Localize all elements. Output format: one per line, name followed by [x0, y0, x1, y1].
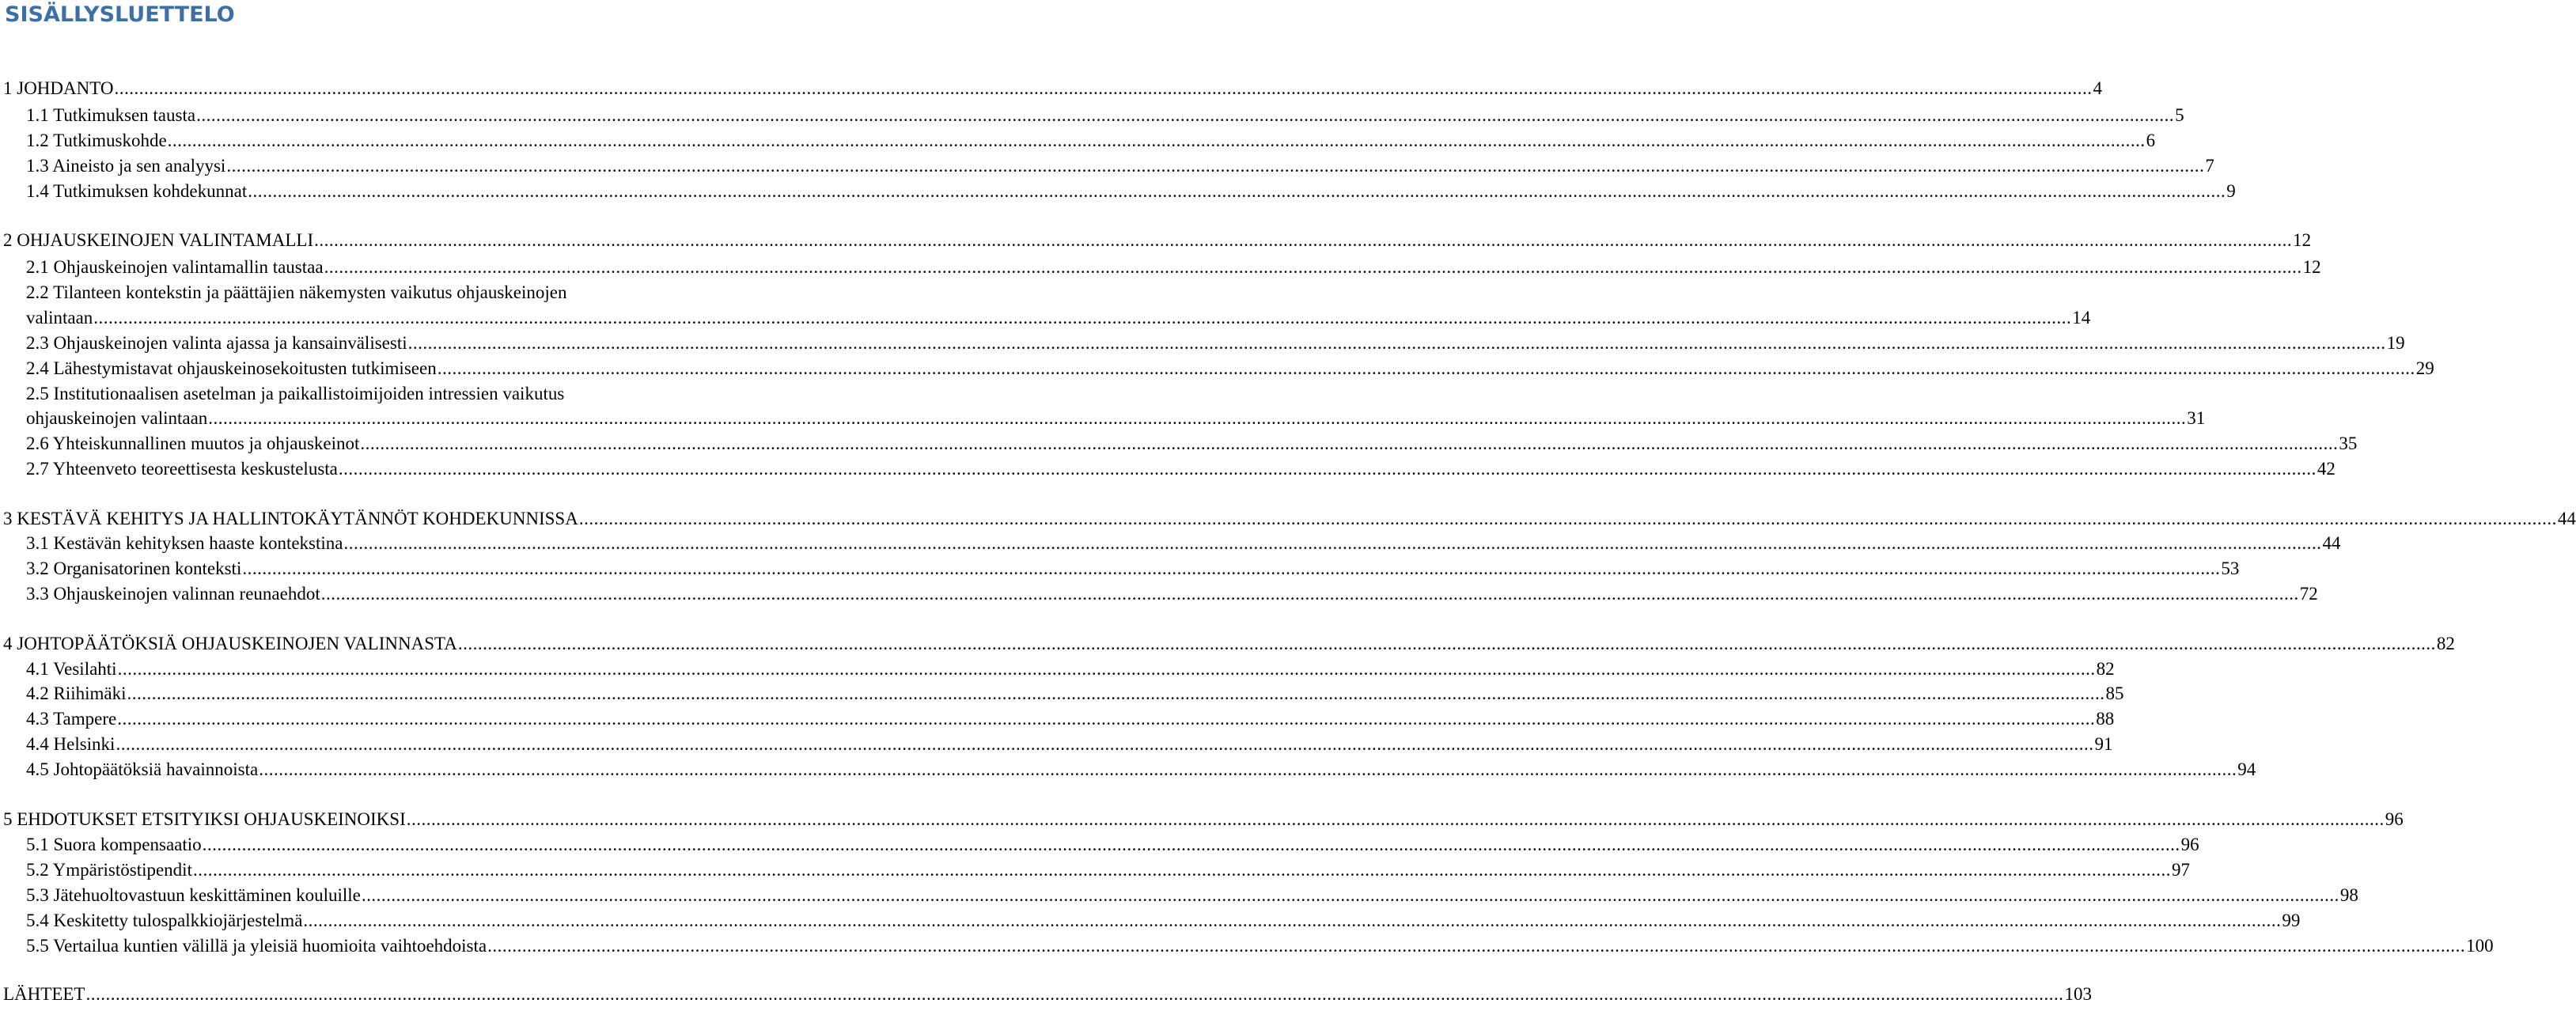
- toc-entry-title: 1 JOHDANTO: [3, 78, 114, 98]
- toc-section-entry[interactable]: [0, 707, 2115, 731]
- toc-leader-dots: ................................................................................................................................................................................................................................................................................................................................................................................................................: [324, 257, 2302, 277]
- toc-page-number: 88: [2096, 709, 2115, 729]
- toc-section-entry[interactable]: [0, 884, 2358, 907]
- toc-page-number: 44: [2322, 533, 2341, 553]
- toc-page-number: 6: [2146, 131, 2156, 150]
- toc-section-entry[interactable]: [0, 180, 2236, 203]
- toc-page-number: 53: [2221, 559, 2240, 578]
- toc-section-entry[interactable]: [0, 432, 2358, 456]
- toc-page-number: 82: [2096, 659, 2115, 679]
- toc-leader-dots: ................................................................................................................................................................................................................................................................................................................................................................................................................: [242, 559, 2221, 578]
- toc-section-entry[interactable]: [0, 657, 2115, 681]
- toc-leader-dots: ................................................................................................................................................................................................................................................................................................................................................................................................................: [93, 308, 2072, 328]
- toc-heading: SISÄLLYSLUETTELO: [5, 2, 235, 27]
- toc-section-entry[interactable]: [0, 582, 2318, 606]
- toc-entry-title: 2.3 Ohjauskeinojen valinta ajassa ja kansainvälisesti: [26, 333, 407, 353]
- toc-leader-dots: ................................................................................................................................................................................................................................................................................................................................................................................................................: [196, 105, 2175, 125]
- toc-entry-title: 2.7 Yhteenveto teoreettisesta keskustelusta: [26, 459, 338, 479]
- toc-page-number: 103: [2064, 984, 2092, 1004]
- toc-leader-dots: ................................................................................................................................................................................................................................................................................................................................................................................................................: [248, 181, 2226, 201]
- toc-page-number: 91: [2094, 734, 2113, 754]
- toc-leader-dots: ................................................................................................................................................................................................................................................................................................................................................................................................................: [192, 860, 2171, 880]
- toc-page-number: 31: [2187, 408, 2206, 428]
- toc-page-number: 96: [2180, 835, 2199, 854]
- toc-entry-title: valintaan: [26, 308, 93, 328]
- toc-entry-title: 5.1 Suora kompensaatio: [26, 835, 202, 854]
- toc-entry-title: 1.3 Aineisto ja sen analyysi: [26, 156, 226, 176]
- toc-leader-dots: ................................................................................................................................................................................................................................................................................................................................................................................................................: [406, 809, 2385, 829]
- toc-leader-dots: ................................................................................................................................................................................................................................................................................................................................................................................................................: [259, 759, 2237, 779]
- toc-page-number: 5: [2175, 105, 2184, 125]
- toc-page-number: 99: [2282, 911, 2301, 930]
- toc-page-number: 96: [2385, 809, 2404, 829]
- toc-entry-title: 2 OHJAUSKEINOJEN VALINTAMALLI: [3, 230, 314, 250]
- toc-entry-title: 2.4 Lähestymistavat ohjauskeinosekoitusten tutkimiseen: [26, 358, 437, 378]
- toc-leader-dots: ................................................................................................................................................................................................................................................................................................................................................................................................................: [167, 131, 2146, 150]
- toc-leader-dots: ................................................................................................................................................................................................................................................................................................................................................................................................................: [314, 230, 2293, 250]
- toc-section-entry[interactable]: [0, 909, 2301, 933]
- toc-chapter-entry[interactable]: [0, 229, 2312, 252]
- toc-page-number: 9: [2226, 181, 2236, 201]
- toc-entry-title: 5.3 Jätehuoltovastuun keskittäminen kouluille: [26, 885, 361, 905]
- toc-leader-dots: ................................................................................................................................................................................................................................................................................................................................................................................................................: [117, 709, 2096, 729]
- toc-page-number: 19: [2386, 333, 2405, 353]
- toc-section-entry[interactable]: [0, 833, 2199, 857]
- toc-leader-dots: ................................................................................................................................................................................................................................................................................................................................................................................................................: [226, 156, 2205, 176]
- toc-chapter-entry[interactable]: [0, 77, 2102, 100]
- toc-page-number: 12: [2302, 257, 2321, 277]
- toc-section-entry[interactable]: [0, 557, 2240, 581]
- toc-section-entry[interactable]: [0, 256, 2321, 279]
- toc-page-number: 29: [2415, 358, 2434, 378]
- toc-leader-dots: ................................................................................................................................................................................................................................................................................................................................................................................................................: [407, 333, 2386, 353]
- toc-section-entry[interactable]: [0, 934, 2494, 958]
- toc-entry-title: 5.2 Ympäristöstipendit: [26, 860, 192, 880]
- toc-leader-dots: ................................................................................................................................................................................................................................................................................................................................................................................................................: [437, 358, 2415, 378]
- toc-leader-dots: ................................................................................................................................................................................................................................................................................................................................................................................................................: [343, 533, 2322, 553]
- toc-page-number: 82: [2436, 634, 2455, 653]
- toc-page-number: 44: [2557, 509, 2576, 528]
- toc-leader-dots: ................................................................................................................................................................................................................................................................................................................................................................................................................: [202, 835, 2180, 854]
- toc-leader-dots: ................................................................................................................................................................................................................................................................................................................................................................................................................: [457, 634, 2436, 653]
- toc-chapter-entry[interactable]: [0, 632, 2455, 656]
- toc-chapter-entry[interactable]: [0, 983, 2092, 1006]
- toc-page-number: 42: [2317, 459, 2335, 479]
- toc-section-entry[interactable]: [0, 281, 758, 305]
- toc-entry-title: 3 KESTÄVÄ KEHITYS JA HALLINTOKÄYTÄNNÖT KOHDEKUNNISSA: [3, 509, 578, 528]
- toc-section-entry[interactable]: [0, 104, 2184, 127]
- toc-entry-title: 1.2 Tutkimuskohde: [26, 131, 167, 150]
- toc-entry-title: 4.5 Johtopäätöksiä havainnoista: [26, 759, 259, 779]
- toc-entry-title: 5 EHDOTUKSET ETSITYIKSI OHJAUSKEINOIKSI: [3, 809, 406, 829]
- toc-leader-dots: ................................................................................................................................................................................................................................................................................................................................................................................................................: [114, 78, 2093, 98]
- toc-leader-dots: ................................................................................................................................................................................................................................................................................................................................................................................................................: [320, 584, 2299, 604]
- toc-page-number: 85: [2105, 683, 2124, 703]
- toc-page-number: 100: [2466, 936, 2494, 956]
- toc-section-entry[interactable]: [0, 532, 2341, 555]
- toc-section-entry[interactable]: [0, 154, 2214, 178]
- toc-section-entry[interactable]: [0, 858, 2190, 882]
- toc-entry-title: 2.2 Tilanteen kontekstin ja päättäjien näkemysten vaikutus ohjauskeinojen: [26, 282, 567, 302]
- toc-entry-title: LÄHTEET: [3, 984, 85, 1004]
- toc-leader-dots: ................................................................................................................................................................................................................................................................................................................................................................................................................: [487, 936, 2466, 956]
- toc-section-entry[interactable]: [0, 682, 2124, 706]
- toc-page-number: 4: [2093, 78, 2102, 98]
- toc-page-number: 98: [2339, 885, 2358, 905]
- toc-entry-title: 4.1 Vesilahti: [26, 659, 117, 679]
- toc-leader-dots: ................................................................................................................................................................................................................................................................................................................................................................................................................: [303, 911, 2282, 930]
- toc-entry-title: 5.5 Vertailua kuntien välillä ja yleisiä huomioita vaihtoehdoista: [26, 936, 487, 956]
- toc-leader-dots: ................................................................................................................................................................................................................................................................................................................................................................................................................: [578, 509, 2557, 528]
- toc-entry-title: ohjauskeinojen valintaan: [26, 408, 208, 428]
- toc-entry-title: 4.3 Tampere: [26, 709, 117, 729]
- toc-entry-title: 4.4 Helsinki: [26, 734, 116, 754]
- toc-entry-title: 4 JOHTOPÄÄTÖKSIÄ OHJAUSKEINOJEN VALINNASTA: [3, 634, 457, 653]
- toc-entry-title: 1.4 Tutkimuksen kohdekunnat: [26, 181, 248, 201]
- toc-leader-dots: ................................................................................................................................................................................................................................................................................................................................................................................................................: [116, 734, 2094, 754]
- toc-chapter-entry[interactable]: [0, 507, 2576, 531]
- toc-page-number: 97: [2171, 860, 2190, 880]
- toc-section-entry[interactable]: [0, 382, 758, 406]
- toc-leader-dots: ................................................................................................................................................................................................................................................................................................................................................................................................................: [117, 659, 2096, 679]
- toc-section-entry[interactable]: [0, 357, 2434, 381]
- toc-page-number: 7: [2205, 156, 2214, 176]
- toc-leader-dots: ................................................................................................................................................................................................................................................................................................................................................................................................................: [127, 683, 2105, 703]
- toc-page-number: 94: [2237, 759, 2256, 779]
- toc-entry-title: 1.1 Tutkimuksen tausta: [26, 105, 196, 125]
- toc-entry-title: 2.5 Institutionaalisen asetelman ja paikallistoimijoiden intressien vaikutus: [26, 384, 565, 403]
- toc-section-entry[interactable]: [0, 457, 2335, 481]
- toc-entry-title: 4.2 Riihimäki: [26, 683, 127, 703]
- toc-entry-title: 2.1 Ohjauskeinojen valintamallin taustaa: [26, 257, 324, 277]
- toc-leader-dots: ................................................................................................................................................................................................................................................................................................................................................................................................................: [338, 459, 2317, 479]
- toc-page-number: 14: [2072, 308, 2091, 328]
- toc-leader-dots: ................................................................................................................................................................................................................................................................................................................................................................................................................: [85, 984, 2064, 1004]
- toc-entry-title: 3.3 Ohjauskeinojen valinnan reunaehdot: [26, 584, 320, 604]
- toc-leader-dots: ................................................................................................................................................................................................................................................................................................................................................................................................................: [360, 434, 2339, 453]
- toc-chapter-entry[interactable]: [0, 808, 2404, 831]
- toc-section-entry[interactable]: [0, 331, 2405, 355]
- toc-entry-title: 3.2 Organisatorinen konteksti: [26, 559, 242, 578]
- toc-entry-title: 5.4 Keskitetty tulospalkkiojärjestelmä: [26, 911, 303, 930]
- toc-entry-title: 3.1 Kestävän kehityksen haaste kontekstina: [26, 533, 343, 553]
- toc-entry-title: 2.6 Yhteiskunnallinen muutos ja ohjauskeinot: [26, 434, 360, 453]
- toc-page-number: 12: [2293, 230, 2312, 250]
- toc-leader-dots: ................................................................................................................................................................................................................................................................................................................................................................................................................: [208, 408, 2187, 428]
- toc-section-entry[interactable]: [0, 129, 2156, 153]
- toc-section-entry[interactable]: [0, 306, 2091, 330]
- toc-section-entry[interactable]: [0, 758, 2256, 782]
- toc-page-number: 35: [2339, 434, 2358, 453]
- toc-section-entry[interactable]: [0, 407, 2206, 430]
- toc-leader-dots: ................................................................................................................................................................................................................................................................................................................................................................................................................: [361, 885, 2339, 905]
- toc-page-number: 72: [2299, 584, 2318, 604]
- toc-section-entry[interactable]: [0, 733, 2113, 756]
